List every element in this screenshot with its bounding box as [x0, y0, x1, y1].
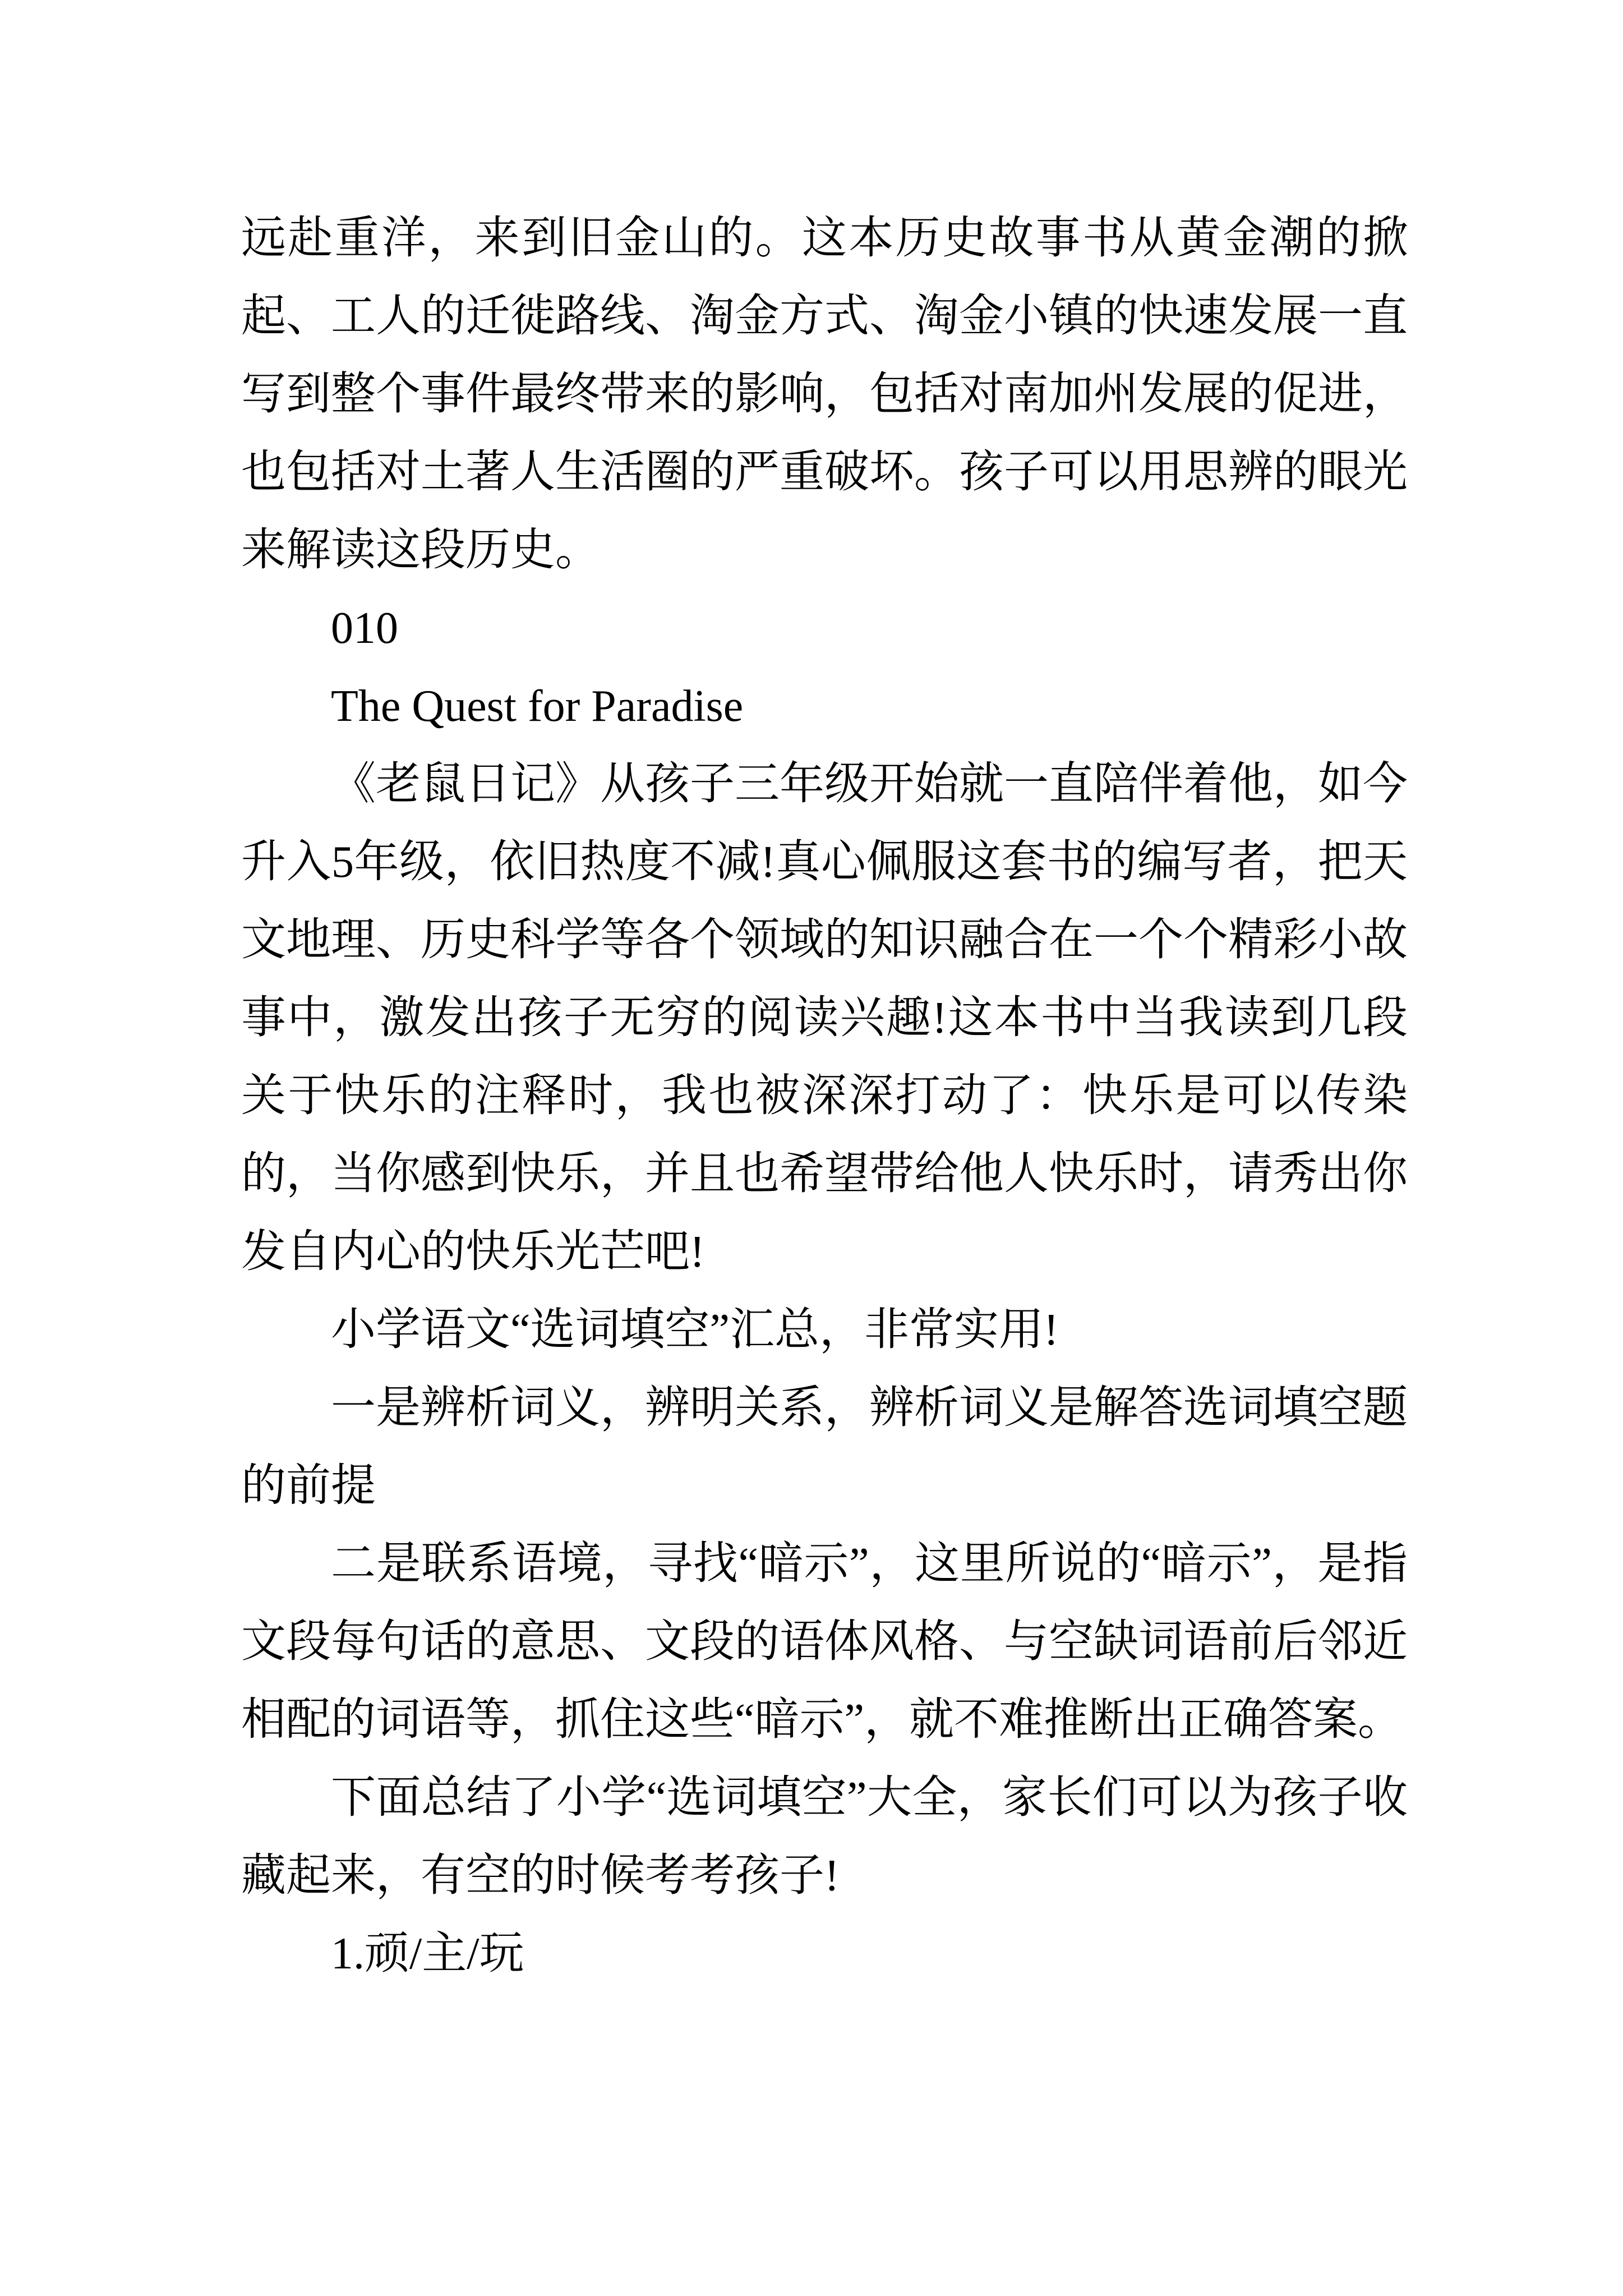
paragraph-list-item-1: 1.顽/主/玩: [331, 1929, 524, 1978]
paragraph-point-two: 二是联系语境，寻找“暗示”，这里所说的“暗示”，是指文段每句话的意思、文段的语体风格、与空缺词语前后邻近相配的词语等，抓住这些“暗示”，就不难推断出正确答案。: [241, 1539, 1408, 1745]
document-body: [241, 200, 1408, 1993]
paragraph-topic-heading: 小学语文“选词填空”汇总，非常实用!: [331, 1305, 1059, 1355]
paragraph-point-one: 一是辨析词义，辨明关系，辨析词义是解答选词填空题的前提: [241, 1383, 1408, 1511]
paragraph-summary-intro: 下面总结了小学“选词填空”大全，家长们可以为孩子收藏起来，有空的时候考考孩子!: [241, 1773, 1408, 1901]
paragraph-book-title: The Quest for Paradise: [331, 682, 744, 731]
paragraph-book-review: 《老鼠日记》从孩子三年级开始就一直陪伴着他，如今升入5年级，依旧热度不减!真心佩服这套书的编写者，把天文地理、历史科学等各个领域的知识融合在一个个精彩小故事中，激发出孩子无穷的阅读兴趣!这本书中当我读到几段关于快乐的注释时，我也被深深打动了：快乐是可以传染的，当你感到快乐，并且也希望带给他人快乐时，请秀出你发自内心的快乐光芒吧!: [241, 760, 1408, 1277]
paragraph-section-number: 010: [331, 604, 398, 653]
paragraph-continuation: 远赴重洋，来到旧金山的。这本历史故事书从黄金潮的掀起、工人的迁徙路线、淘金方式、淘金小镇的快速发展一直写到整个事件最终带来的影响，包括对南加州发展的促进，也包括对土著人生活圈的严重破坏。孩子可以用思辨的眼光来解读这段历史。: [241, 214, 1408, 575]
